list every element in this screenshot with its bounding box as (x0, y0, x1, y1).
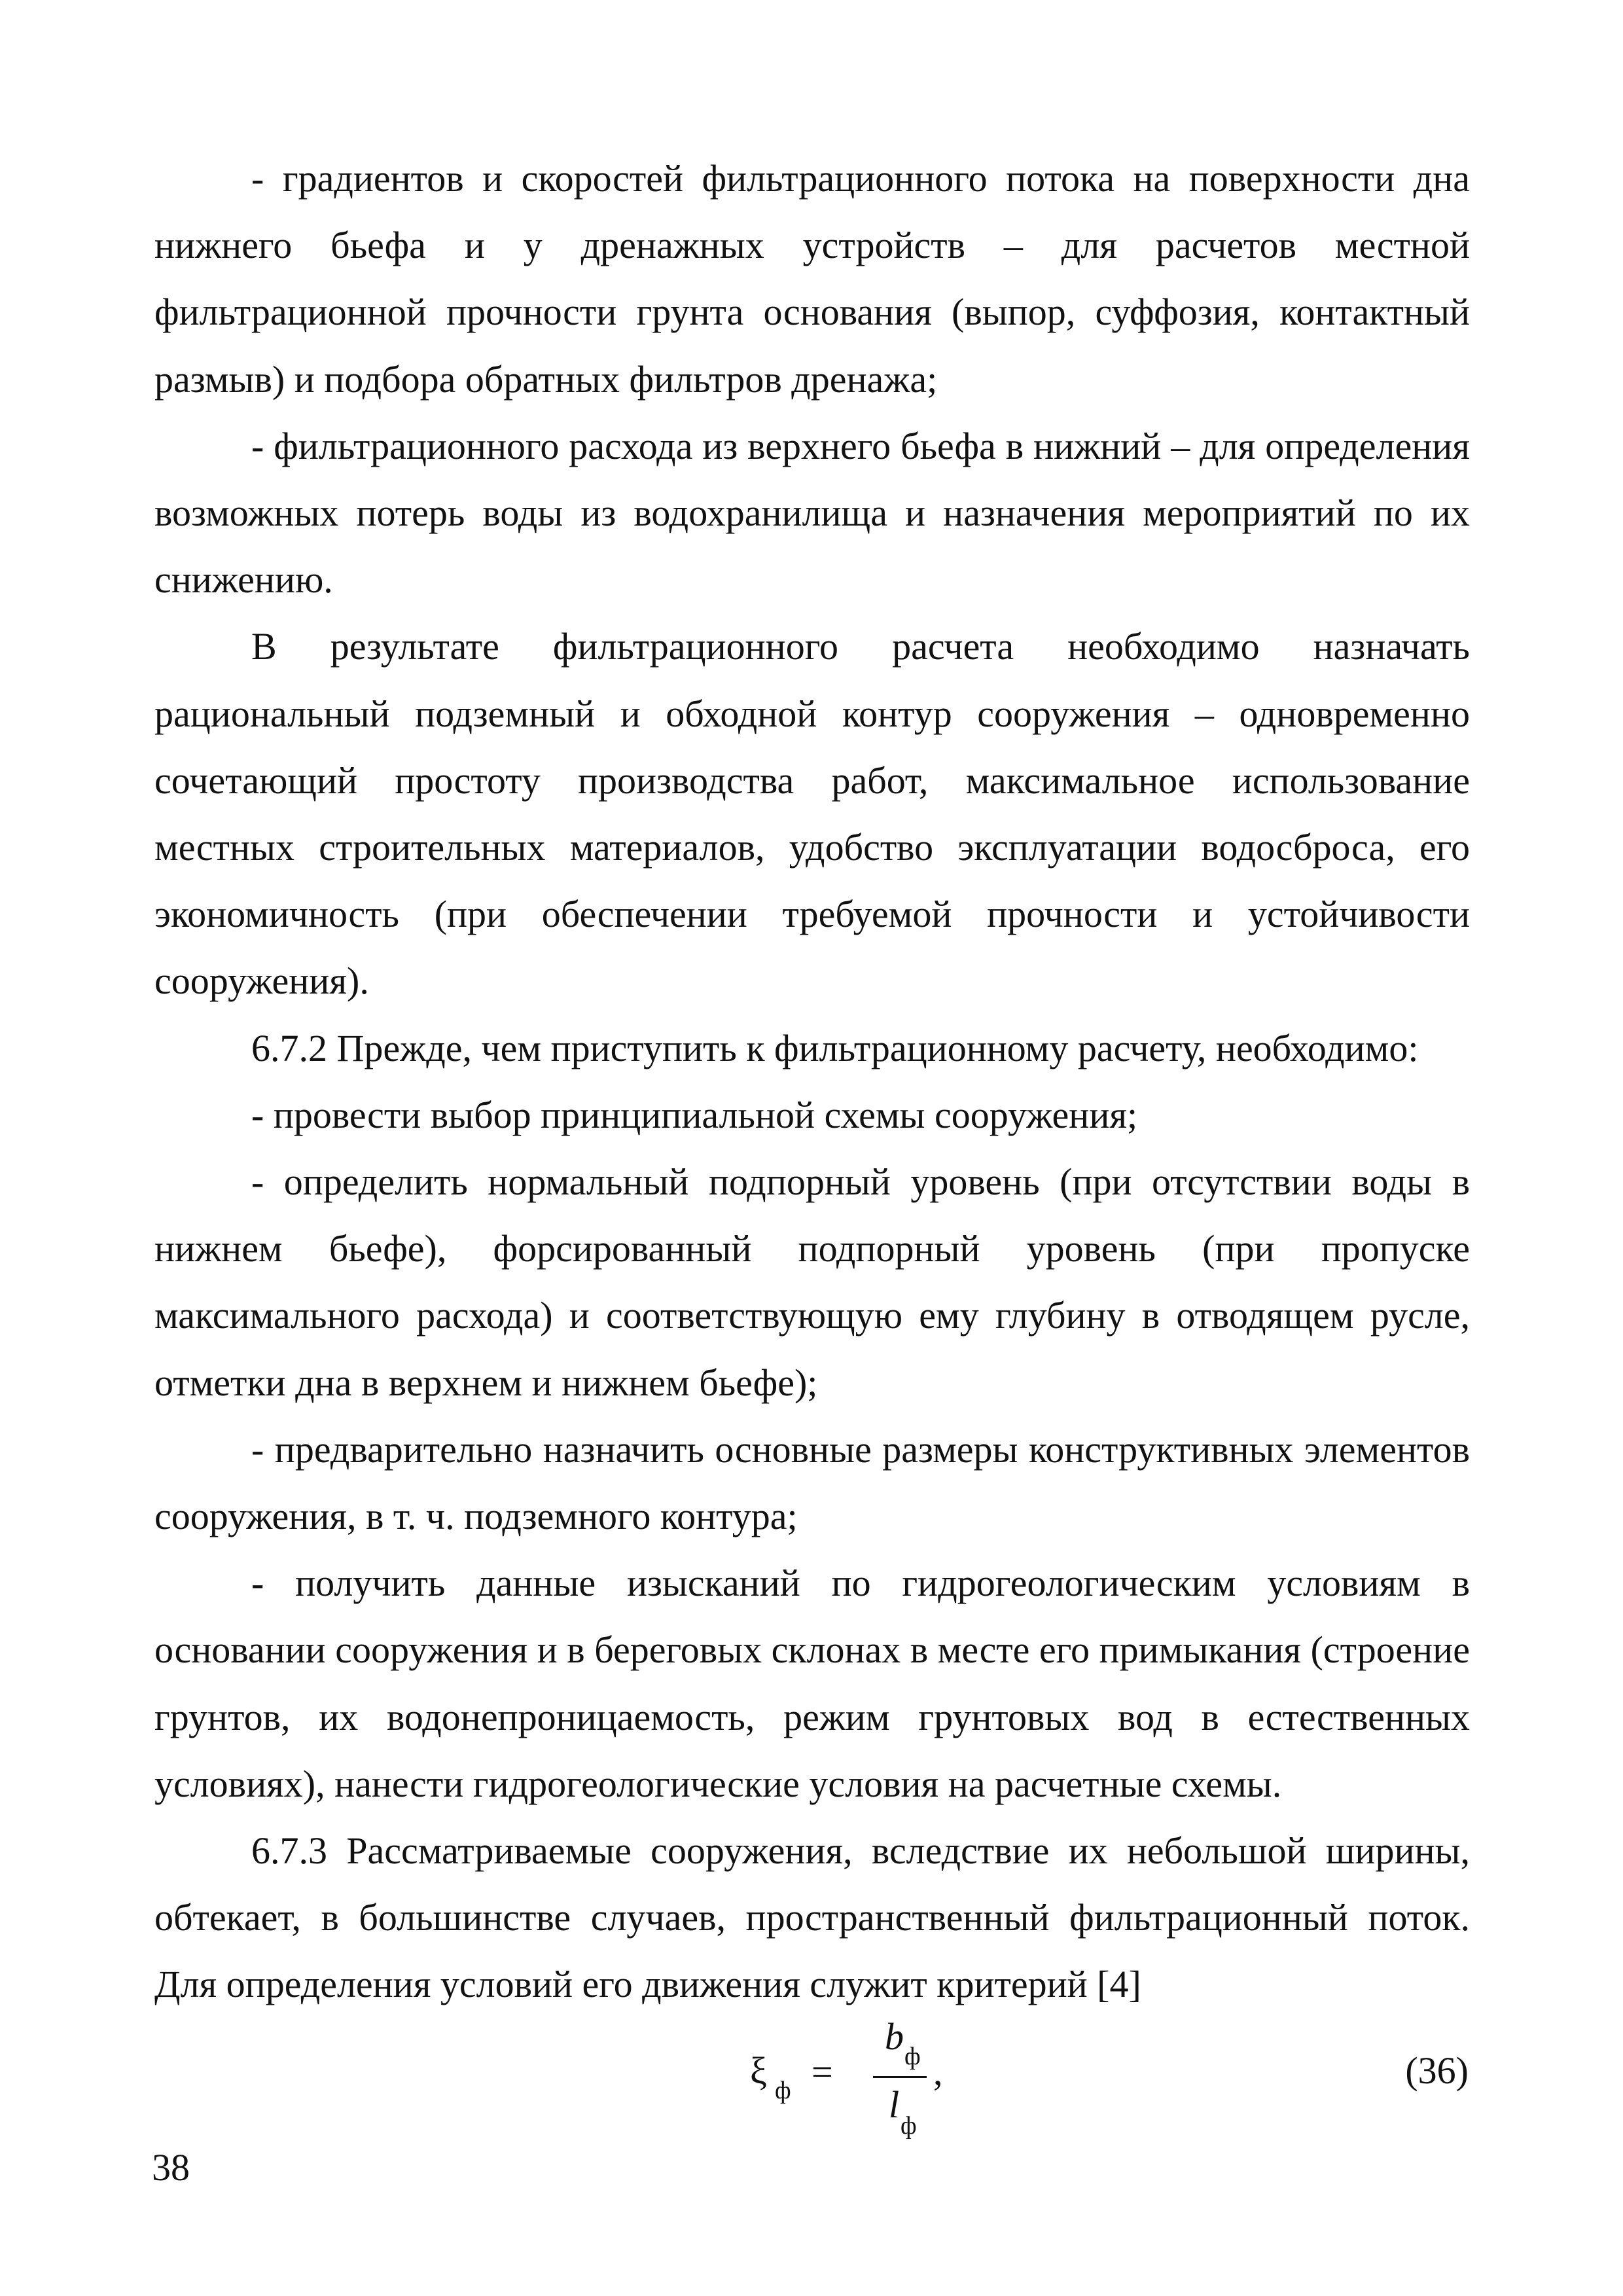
formula-numerator: b (885, 2015, 904, 2058)
paragraph-gradients: - градиентов и скоростей фильтрационного потока на поверхности дна нижнего бьефа и у дренажных устройств – для расчетов местной фильтрационной прочности грунта основания (выпор, суффозия, контактный размыв) и подбора обратных фильтров дренажа; (154, 157, 1470, 401)
body-text (154, 145, 1470, 2018)
paragraph-dimensions: - предварительно назначить основные размеры конструктивных элементов сооружения, в т. ч. подземного контура; (154, 1427, 1470, 1538)
page-number: 38 (152, 2146, 190, 2189)
formula-denominator: l (889, 2083, 900, 2126)
formula-comma: , (933, 2051, 943, 2093)
paragraph-survey-data: - получить данные изысканий по гидрогеологическим условиям в основании сооружения и в береговых склонах в месте его примыкания (строение грунтов, их водонепроницаемость, режим грунтовых вод в естественных условиях), нанести гидрогеологические условия на расчетные схемы. (154, 1562, 1470, 1805)
formula-lhs-subscript: ф (775, 2077, 791, 2104)
formula-equals: = (812, 2051, 833, 2093)
formula-numerator-subscript: ф (904, 2043, 921, 2070)
paragraph-choose-scheme: - провести выбор принципиальной схемы сооружения; (251, 1093, 1138, 1136)
formula-36 (720, 1990, 943, 2147)
fraction-bar (873, 2076, 927, 2078)
paragraph-6-7-2: 6.7.2 Прежде, чем приступить к фильтрационному расчету, необходимо: (251, 1026, 1419, 1069)
formula-denominator-subscript: ф (901, 2112, 917, 2140)
paragraph-6-7-3: 6.7.3 Рассматриваемые сооружения, вследствие их небольшой ширины, обтекает, в большинстве случаев, пространственный фильтрационный поток. Для определения условий его движения служит критерий [4] (154, 1829, 1470, 2006)
paragraph-discharge: - фильтрационного расхода из верхнего бьефа в нижний – для определения возможных потерь воды из водохранилища и назначения мероприятий по их снижению. (154, 424, 1470, 601)
paragraph-levels: - определить нормальный подпорный уровень (при отсутствии воды в нижнем бьефе), форсированный подпорный уровень (при пропуске максимального расхода) и соответствующую ему глубину в отводящем русле, отметки дна в верхнем и нижнем бьефе); (154, 1160, 1470, 1404)
paragraph-result: В результате фильтрационного расчета необходимо назначать рациональный подземный и обходной контур сооружения – одновременно сочетающий простоту производства работ, максимальное использование местных строительных материалов, удобство эксплуатации водосброса, его экономичность (при обеспечении требуемой прочности и устойчивости сооружения). (154, 625, 1470, 1003)
equation-number: (36) (1405, 2049, 1469, 2092)
formula-lhs: ξ (750, 2049, 767, 2092)
